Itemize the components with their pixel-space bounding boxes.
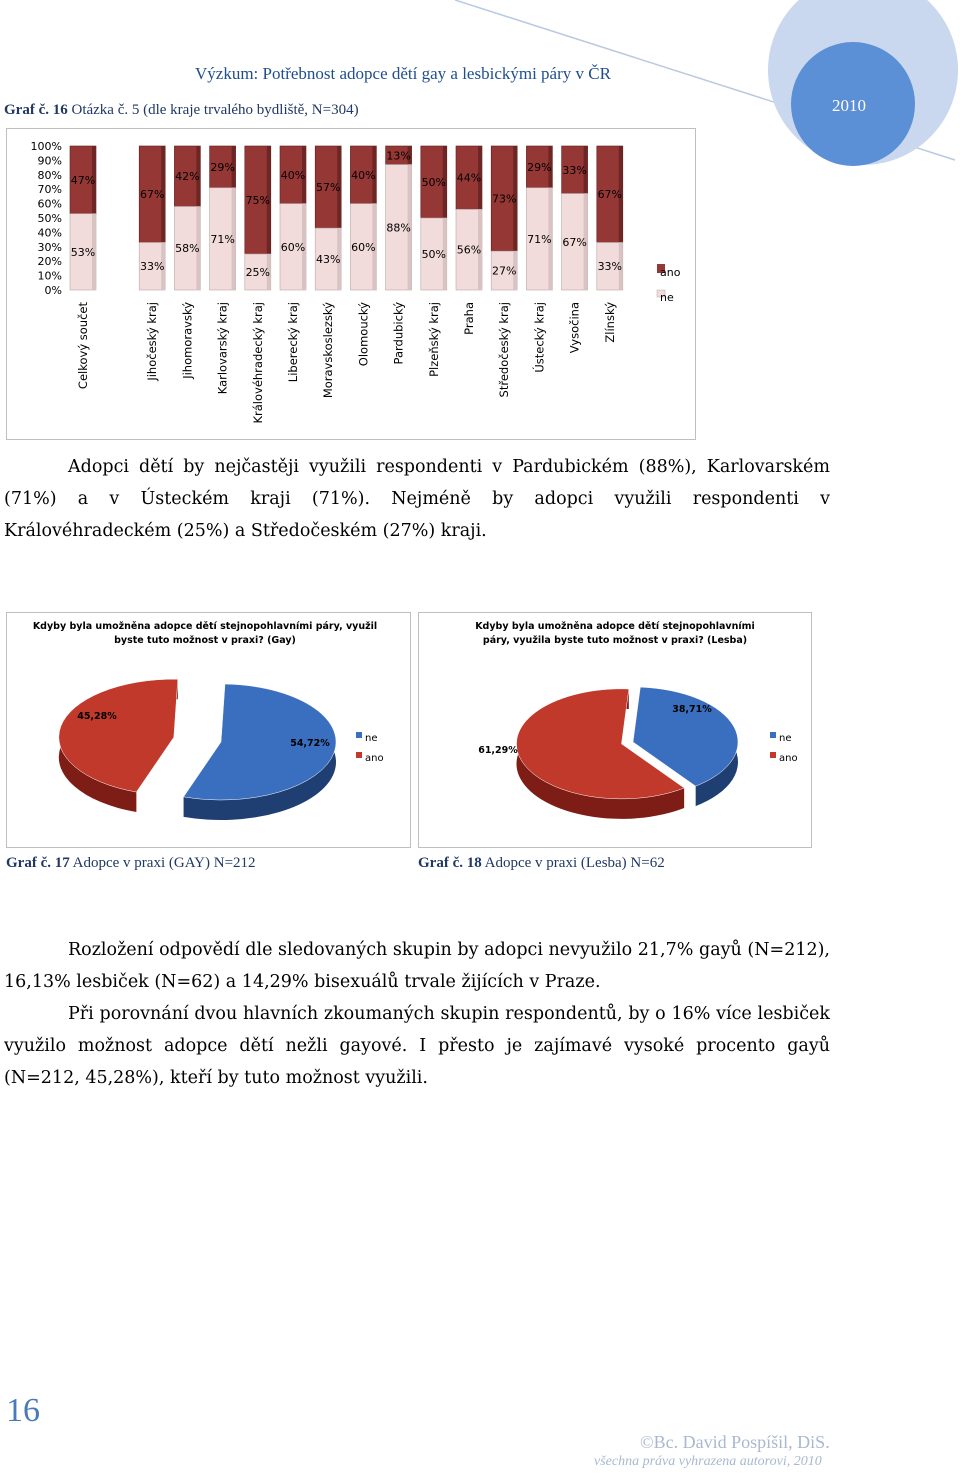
data-label-ano: 71% [210,232,235,246]
graf16-caption [4,102,359,119]
y-tick-label: 60% [37,197,62,211]
page-number: 16 [6,1392,40,1429]
pie-legend-swatch [770,732,776,738]
data-label-ne: 40% [280,168,306,182]
pie-gay-title: Kdyby byla umožněna adopce dětí stejnopohlavními páry, využil byste tuto možnost v praxi? (Gay) [32,621,378,646]
data-label-ano: 60% [280,240,306,254]
y-tick-label: 20% [37,255,62,269]
year-badge [765,0,960,170]
pie-legend-swatch [770,752,776,758]
y-tick-label: 70% [37,183,62,197]
data-label-ne: 75% [245,194,271,207]
data-label-ne: 44% [456,171,482,185]
paragraphs-groups [4,934,830,1094]
data-label-ne: 57% [315,181,341,195]
category-label: Pardubický [391,302,406,365]
category-label: Moravskoslezský [321,302,336,399]
data-label-ne: 67% [597,188,623,202]
graf17-caption [6,855,256,872]
footer-author: ©Bc. David Pospíšil, DiS. [640,1432,830,1452]
category-label: Zlínský [602,302,617,343]
data-label-ne: 50% [421,176,447,189]
y-tick-label: 80% [37,168,62,182]
legend-label-ano: ano [660,266,681,279]
y-tick-label: 30% [37,240,62,254]
graf18-text: Adopce v praxi (Lesba) N=62 [481,855,665,871]
graf16-label: Graf č. 16 [4,102,68,118]
pie-legend-swatch [356,752,362,758]
graf16-text: Otázka č. 5 (dle kraje trvalého bydliště, N=304) [67,102,359,118]
pie-legend-swatch [356,732,362,738]
category-label: Praha [462,302,476,335]
category-label: Vysočina [567,302,582,354]
data-label-ne: 13% [386,149,411,163]
data-label-ne: 40% [351,168,376,182]
pie-lesba-title: Kdyby byla umožněna adopce dětí stejnopohlavními páry, využila byste tuto možnost v praxi? (Lesba) [475,621,755,646]
pie-legend-label: ano [365,753,384,764]
category-label: Liberecký kraj [286,302,300,383]
paragraph-regions: Adopci dětí by nejčastěji využili respondenti v Pardubickém (88%), Karlovarském (71%) a v Ústeckém kraji (71%). Nejméně by adopci využili respondenti v Královéhradeckém (25%) a Středočeském (27%) kraji. [4,457,830,541]
data-label-ano: 60% [351,240,376,254]
graf18-label: Graf č. 18 [418,855,482,871]
data-label-ano: 58% [175,242,200,256]
y-tick-label: 90% [37,154,62,168]
data-label-ne: 29% [527,160,552,174]
category-label: Středočeský kraj [497,302,512,398]
data-label-ano: 50% [421,248,447,261]
data-label-ano: 43% [315,253,341,267]
pie-legend-label: ne [779,733,792,744]
category-label: Karlovarský kraj [215,302,230,395]
pie-value-label: 45,28% [77,711,117,722]
pie-legend-label: ano [779,753,798,764]
data-label-ne: 33% [562,163,587,177]
data-label-ne: 73% [491,192,517,206]
pie-legend-label: ne [365,733,378,744]
footer-rights-text: všechna práva vyhrazena autorovi, 2010 [594,1454,822,1469]
data-label-ano: 88% [386,221,411,235]
y-tick-label: 50% [37,212,62,225]
pie-value-label: 54,72% [290,738,330,749]
data-label-ne: 42% [175,170,200,184]
data-label-ano: 25% [245,266,271,279]
data-label-ano: 56% [456,243,482,257]
category-label: Jihočeský kraj [145,302,160,381]
data-label-ano: 71% [527,232,552,246]
pie-chart-gay [6,612,410,847]
category-label: Jihomoravský [180,302,195,379]
category-label: Olomoucký [356,302,371,367]
header-title: Výzkum: Potřebnost adopce dětí gay a lesbickými páry v ČR [195,64,611,83]
data-label-ano: 33% [139,260,165,274]
paragraph-distribution: Rozložení odpovědí dle sledovaných skupin by adopci nevyužilo 21,7% gayů (N=212), 16,13% lesbiček (N=62) a 14,29% bisexuálů trvale žijících v Praze. [4,940,830,992]
category-label: Plzeňský kraj [426,302,441,377]
graf18-caption [418,855,665,872]
category-label: Ústecký kraj [532,302,547,373]
category-label: Celkový součet [76,302,90,390]
graf17-text: Adopce v praxi (GAY) N=212 [69,855,256,871]
graf17-label: Graf č. 17 [6,855,70,871]
footer-rights [594,1454,822,1470]
data-label-ne: 47% [70,173,96,187]
legend-label-ne: ne [660,291,674,304]
y-tick-label: 100% [30,140,62,153]
bar-chart [6,128,696,440]
data-label-ne: 67% [139,188,165,202]
category-label: Královéhradecký kraj [250,302,265,424]
pie-value-label: 38,71% [672,704,712,715]
data-label-ne: 29% [210,160,235,174]
paragraph-comparison: Při porovnání dvou hlavních zkoumaných skupin respondentů, by o 16% více lesbiček využilo možnost adopce dětí nežli gayové. I přesto je zajímavé vysoké procento gayů (N=212, 45,28%), kteří by tuto možnost využili. [4,1004,830,1088]
y-tick-label: 10% [37,269,62,283]
data-label-ano: 53% [70,245,96,259]
y-tick-label: 0% [44,284,62,297]
data-label-ano: 33% [597,260,623,274]
y-tick-label: 40% [37,226,62,240]
pie-value-label: 61,29% [478,745,518,756]
data-label-ano: 27% [491,264,517,278]
header-year: 2010 [832,96,866,115]
data-label-ano: 67% [562,235,587,249]
pie-chart-lesba [418,612,811,847]
